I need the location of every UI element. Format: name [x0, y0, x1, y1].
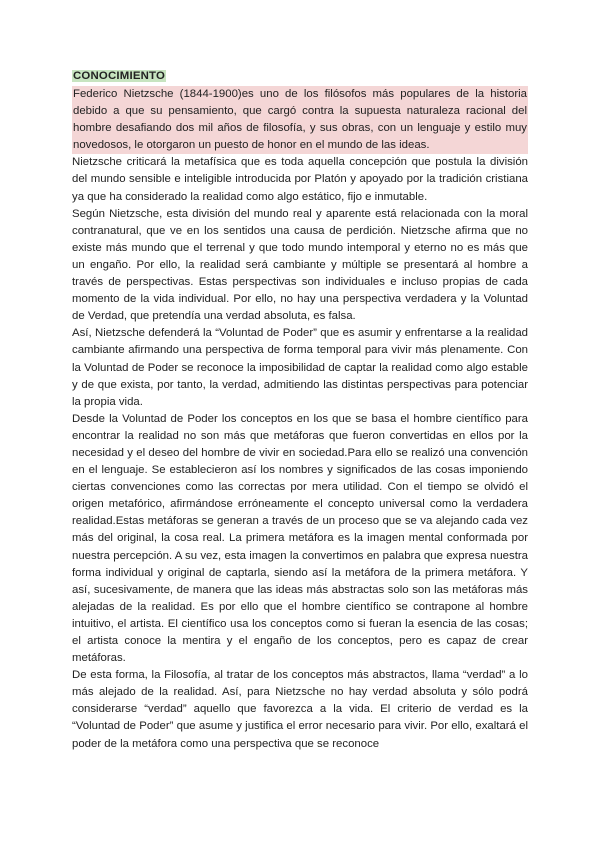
paragraph-metaforas: Desde la Voluntad de Poder los conceptos en los que se basa el hombre científico para encontrar la realidad no son más que metáforas que fueron convertidas en ellos por la necesidad y el deseo del hombre de vivir en sociedad.Para ello se realizó una convención en el lenguaje. Se establecieron así los nombres y significados de las cosas imponiendo ciertas convenciones como las correctas por mera utilidad. Con el tiempo se olvidó el origen metafórico, afirmándose erróneamente el concepto universal como la verdadera realidad.Estas metáforas se generan a través de un proceso que se va alejando cada vez más del original, la cosa real. La primera metáfora es la imagen mental conformada por nuestra percepción. A su vez, esta imagen la convertimos en palabra que expresa nuestra forma individual y original de captarla, siendo así la metáfora de la primera metáfora. Y así, sucesivamente, de manera que las ideas más abstractas solo son las metáforas más alejadas de la realidad. Es por ello que el hombre científico se contrapone al hombre intuitivo, el artista. El científico usa los conceptos como si fueran la esencia de las cosas; el artista conoce la mentira y el engaño de los conceptos, pero es capaz de crear metáforas. — [72, 412, 528, 665]
paragraph-metafisica: Nietzsche criticará la metafísica que es toda aquella concepción que postula la división del mundo sensible e inteligible introducida por Platón y apoyado por la tradición cristiana ya que ha considerado la realidad como algo estático, fijo e inmutable. — [72, 156, 528, 203]
paragraph-filosofia: De esta forma, la Filosofía, al tratar de los conceptos más abstractos, llama “verdad” a lo más alejado de la realidad. Así, para Nietzsche no hay verdad absoluta y sólo podrá considerarse “verdad” aquello que favorezca a la vida. El criterio de verdad es la “Voluntad de Poder” que asume y justifica el error necesario para vivir. Por ello, exaltará el poder de la metáfora como una perspectiva que se reconoce — [72, 669, 528, 750]
section-heading: CONOCIMIENTO — [73, 70, 166, 82]
intro-paragraph: Federico Nietzsche (1844-1900)es uno de los filósofos más populares de la historia debido a que su pensamiento, que cargó contra la supuesta naturaleza racional del hombre desafiando dos mil años de filosofía, y sus obras, con un lenguaje y estilo muy novedosos, le otorgaron un puesto de honor en el mundo de las ideas. — [72, 86, 528, 154]
heading-line — [72, 68, 528, 85]
paragraph-mundo-real: Según Nietzsche, esta división del mundo real y aparente está relacionada con la moral contranatural, que ve en los sentidos una causa de perdición. Nietzsche afirma que no existe más mundo que el terrenal y que todo mundo intemporal y eterno no es más que un engaño. Por ello, la realidad será cambiante y múltiple se presentará al hombre a través de perspectivas. Estas perspectivas son individuales e incluso propias de cada momento de la vida individual. Por ello, no hay una perspectiva verdadera y la Voluntad de Verdad, que pretendía una verdad absoluta, es falsa. — [72, 207, 528, 323]
document-page — [72, 68, 528, 753]
paragraph-voluntad-de-poder: Así, Nietzsche defenderá la “Voluntad de Poder” que es asumir y enfrentarse a la realidad cambiante afirmando una perspectiva de forma temporal para vivir más plenamente. Con la Voluntad de Poder se reconoce la imposibilidad de captar la realidad como algo estable y de que exista, por tanto, la verdad, admitiendo las distintas perspectivas para potenciar la propia vida. — [72, 327, 528, 408]
